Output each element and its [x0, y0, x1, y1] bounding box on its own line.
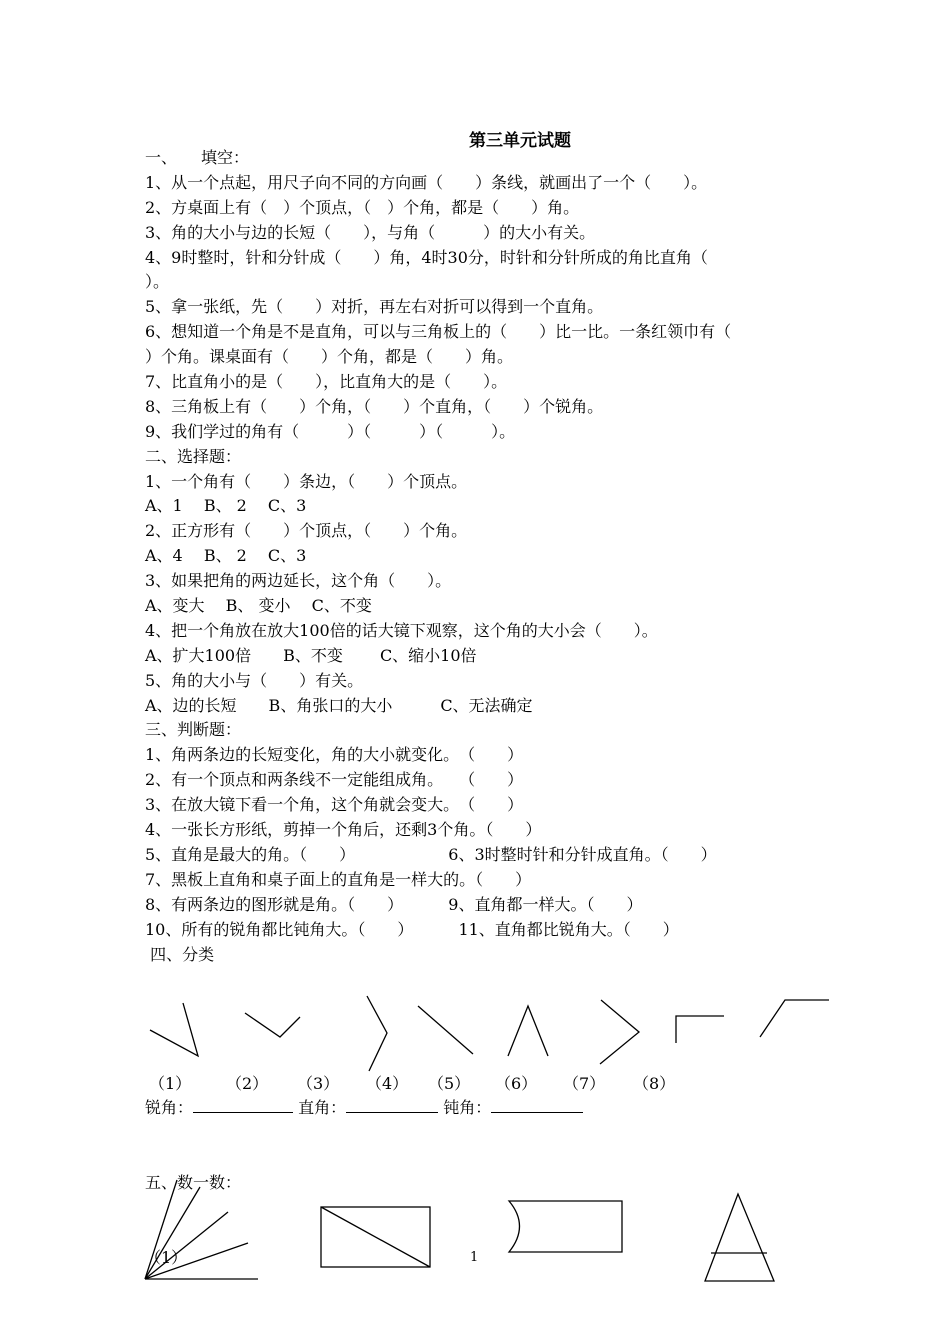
- text-line: 1、一个角有（ ）条边，（ ）个顶点。: [145, 471, 468, 491]
- obtuse-label: 钝角：: [438, 1098, 492, 1117]
- text-line: A、扩大100倍 B、不变 C、缩小10倍: [145, 645, 477, 665]
- text-line: 5、拿一张纸，先（ ）对折，再左右对折可以得到一个直角。: [145, 297, 604, 317]
- triangle-crossbar-figure: [705, 1194, 774, 1281]
- angle-figure-2: [245, 1013, 300, 1037]
- text-line: 9、我们学过的角有（ ）（ ）（ ）。: [145, 421, 516, 441]
- angle-figure-8: [760, 1000, 829, 1037]
- text-line: A、边的长短 B、角张口的大小 C、无法确定: [145, 695, 533, 715]
- text-line: 7、黑板上直角和桌子面上的直角是一样大的。（ ）: [145, 869, 532, 889]
- figure-label: （1）: [149, 1074, 192, 1093]
- text-line: 4、一张长方形纸，剪掉一个角后，还剩3个角。（ ）: [145, 820, 542, 840]
- text-line: 4、9时整时，针和分针成（ ）角，4时30分，时针和分针所成的角比直角（: [145, 247, 708, 267]
- text-line: A、4 B、 2 C、3: [145, 546, 307, 566]
- right-answer-blank[interactable]: [346, 1096, 438, 1113]
- text-line: 1、从一个点起，用尺子向不同的方向画（ ）条线，就画出了一个（ ）。: [145, 172, 708, 192]
- text-line: ）。: [145, 272, 170, 292]
- figure-label: （4）: [366, 1074, 409, 1093]
- section-five-sub: （1）: [145, 1247, 188, 1267]
- angle-figure-4: [418, 1006, 473, 1054]
- section-five: [145, 1121, 241, 1295]
- text-line: 6、想知道一个角是不是直角，可以与三角板上的（ ）比一比。一条红领巾有（: [145, 322, 732, 342]
- text-line: 2、正方形有（ ）个顶点，（ ）个角。: [145, 521, 468, 541]
- page-number: 1: [470, 1250, 479, 1265]
- angle-figure-7: [676, 1016, 724, 1043]
- text-line: A、变大 B、 变小 C、不变: [145, 596, 372, 616]
- section-five-heading: 五、数一数：: [145, 1172, 242, 1192]
- text-line: 四、分类: [145, 944, 215, 964]
- text-line: 一、 填空：: [145, 148, 250, 167]
- text-line: ）个角。课桌面有（ ）个角，都是（ ）角。: [145, 347, 514, 367]
- text-line: 5、角的大小与（ ）有关。: [145, 670, 364, 690]
- figure-labels: [0, 1071, 950, 1093]
- notched-rectangle-figure: [509, 1201, 622, 1252]
- text-line: A、1 B、 2 C、3: [145, 496, 307, 516]
- classify-row: [145, 1096, 583, 1120]
- text-line: 3、在放大镜下看一个角，这个角就会变大。 （ ）: [145, 795, 524, 815]
- text-line: 3、角的大小与边的长短（ ），与角（ ）的大小有关。: [145, 222, 596, 242]
- figure-label: （7）: [563, 1074, 606, 1093]
- text-line: 2、有一个顶点和两条线不一定能组成角。 （ ）: [145, 770, 524, 790]
- angle-figure-5: [508, 1006, 548, 1056]
- obtuse-answer-blank[interactable]: [491, 1096, 583, 1113]
- figure-label: （6）: [495, 1074, 538, 1093]
- text-line: 7、比直角小的是（ ），比直角大的是（ ）。: [145, 372, 508, 392]
- acute-answer-blank[interactable]: [193, 1096, 293, 1113]
- acute-label: 锐角：: [145, 1098, 194, 1117]
- figure-label: （8）: [633, 1074, 676, 1093]
- angle-figure-1: [150, 1003, 198, 1056]
- text-line: 8、三角板上有（ ）个角，（ ）个直角，（ ）个锐角。: [145, 396, 604, 416]
- text-line: 4、把一个角放在放大100倍的话大镜下观察，这个角的大小会（ ）。: [145, 620, 658, 640]
- text-line: 三、判断题：: [145, 720, 242, 740]
- rectangle-diagonal-figure: [321, 1207, 430, 1267]
- text-line: 3、如果把角的两边延长，这个角（ ）。: [145, 571, 452, 591]
- angle-figure-3: [367, 996, 387, 1071]
- angle-figure-6: [600, 1000, 639, 1064]
- page-title: 第三单元试题: [469, 131, 571, 151]
- text-line: 1、角两条边的长短变化，角的大小就变化。 （ ）: [145, 745, 524, 765]
- figure-label: （5）: [428, 1074, 471, 1093]
- figure-label: （3）: [297, 1074, 340, 1093]
- right-label: 直角：: [293, 1098, 347, 1117]
- text-line: 8、有两条边的图形就是角。（ ） 9、直角都一样大。（ ）: [145, 894, 643, 914]
- text-line: 5、直角是最大的角。（ ） 6、3时整时针和分针成直角。（ ）: [145, 844, 717, 864]
- text-line: 2、方桌面上有（ ）个顶点，（ ）个角，都是（ ）角。: [145, 197, 580, 217]
- figure-label: （2）: [226, 1074, 269, 1093]
- text-line: 10、所有的锐角都比钝角大。（ ） 11、直角都比锐角大。（ ）: [145, 919, 679, 939]
- text-line: 二、选择题：: [145, 446, 242, 466]
